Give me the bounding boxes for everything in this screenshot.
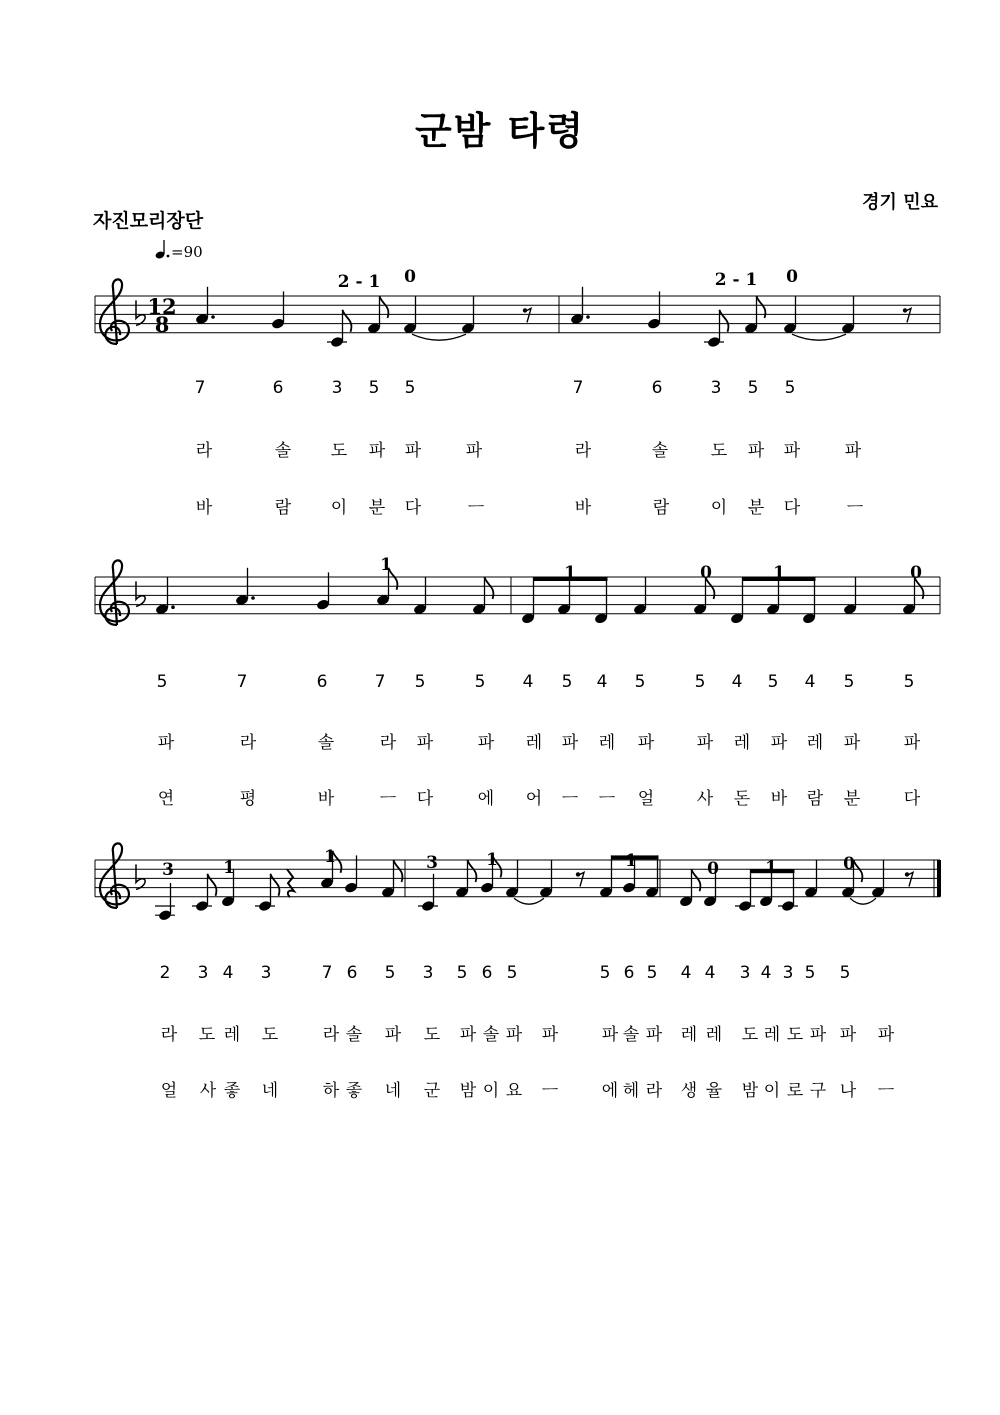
scale-number: 5 [156,672,168,692]
lyric-syllable: 다 [416,789,434,809]
eighth-rest [525,308,531,322]
lyric-syllable: 좋 [223,1081,241,1101]
scale-number: 5 [784,378,796,398]
lyric-syllable: 네 [384,1081,402,1101]
lyric-syllable: 좋 [345,1081,363,1101]
solfege-syllable: 파 [696,733,714,753]
scale-number: 7 [194,378,206,398]
scale-number: 5 [843,672,855,692]
lyric-syllable: 생 [680,1081,698,1101]
solfege-syllable: 파 [747,441,765,461]
solfege-syllable: 레 [733,733,751,753]
fingering-number: 1 [765,858,777,878]
scale-number: 3 [260,963,272,983]
scale-number: 4 [704,963,716,983]
note-flag [343,310,352,332]
scale-number: 6 [272,378,284,398]
scale-number: 5 [506,963,518,983]
lyric-syllable: 라 [645,1081,663,1101]
fingering-number: 3 [162,860,174,880]
note-dot [211,315,215,319]
lyric-syllable: 바 [574,498,592,518]
solfege-syllable: 파 [384,1025,402,1045]
lyric-syllable: ㅡ [561,789,579,809]
eighth-rest [578,872,584,886]
fingering-number: 0 [786,267,798,287]
scale-number: 7 [236,672,248,692]
solfege-syllable: 라 [322,1025,340,1045]
lyric-syllable: 헤 [622,1081,640,1101]
fingering-number: 0 [843,854,855,874]
time-signature-top: 12 [147,294,177,319]
lyric-syllable: 이 [710,498,728,518]
solfege-syllable: 도 [423,1025,441,1045]
scale-number: 4 [222,963,234,983]
solfege-syllable: 도 [330,441,348,461]
fingering-number: 2 - 1 [714,270,758,290]
key-flat-icon [136,864,145,889]
fingering-number: 0 [910,563,922,583]
note-flag [720,310,729,332]
note-flag [271,874,280,896]
scale-number: 7 [572,378,584,398]
solfege-syllable: 파 [844,441,862,461]
scale-number: 4 [596,672,608,692]
lyric-syllable: 바 [317,789,335,809]
lyric-syllable: 군 [423,1081,441,1101]
treble-clef-icon [100,560,129,625]
note-dot [171,605,175,609]
lyric-syllable: 람 [274,498,292,518]
composer-label: 경기 민요 [862,192,938,213]
lyric-syllable: 하 [322,1081,340,1101]
solfege-syllable: 도 [261,1025,279,1045]
quarter-rest [287,869,294,897]
scale-number: 5 [694,672,706,692]
fingering-number: 0 [404,267,416,287]
treble-clef-icon [100,279,129,344]
solfege-syllable: 도 [198,1025,216,1045]
lyric-syllable: 분 [368,498,386,518]
scale-number: 5 [767,672,779,692]
lyric-syllable: 얼 [637,789,655,809]
scale-number: 4 [804,672,816,692]
page-title: 군밤 타령 [414,109,586,153]
tie [792,334,846,340]
solfege-syllable: 파 [157,733,175,753]
lyric-syllable: 사 [696,789,714,809]
solfege-syllable: 파 [416,733,434,753]
lyric-syllable: 이 [763,1081,781,1101]
lyric-syllable: ㅡ [598,789,616,809]
scale-number: 5 [561,672,573,692]
solfege-syllable: 파 [839,1025,857,1045]
scale-number: 4 [760,963,772,983]
fingering-number: 0 [700,563,712,583]
rhythm-label: 자진모리장단 [93,210,204,232]
scale-number: 6 [316,672,328,692]
lyric-syllable: 람 [806,789,824,809]
lyric-syllable: 다 [903,789,921,809]
solfege-syllable: 레 [598,733,616,753]
lyric-syllable: ㅡ [846,498,864,518]
tie [850,898,876,904]
solfege-syllable: 솔 [482,1025,500,1045]
scale-number: 5 [839,963,851,983]
solfege-syllable: 파 [477,733,495,753]
fingering-number: 1 [223,858,235,878]
solfege-syllable: 파 [903,733,921,753]
scale-number: 3 [331,378,343,398]
tie [412,334,466,340]
solfege-syllable: 솔 [622,1025,640,1045]
scale-number: 5 [903,672,915,692]
solfege-syllable: 도 [786,1025,804,1045]
solfege-syllable: 도 [710,441,728,461]
solfege-syllable: 파 [637,733,655,753]
solfege-syllable: 파 [505,1025,523,1045]
solfege-syllable: 솔 [345,1025,363,1045]
scale-number: 5 [474,672,486,692]
solfege-syllable: 레 [525,733,543,753]
lyric-syllable: 나 [839,1081,857,1101]
solfege-syllable: 파 [770,733,788,753]
solfege-syllable: 파 [465,441,483,461]
lyric-syllable: 람 [652,498,670,518]
lyric-syllable: 밤 [459,1081,477,1101]
solfege-syllable: 파 [561,733,579,753]
note-flag [208,874,217,896]
solfege-syllable: 파 [459,1025,477,1045]
lyric-syllable: ㅡ [379,789,397,809]
lyric-syllable: 에 [601,1081,619,1101]
lyric-syllable: 어 [525,789,543,809]
solfege-syllable: 파 [783,441,801,461]
solfege-syllable: 라 [195,441,213,461]
scale-number: 6 [651,378,663,398]
lyric-syllable: 바 [195,498,213,518]
scale-number: 7 [321,963,333,983]
lyric-syllable: 분 [747,498,765,518]
scale-number: 5 [414,672,426,692]
lyric-syllable: 에 [477,789,495,809]
key-flat-icon [136,581,145,606]
fingering-number: 1 [324,847,336,867]
scale-number: 7 [374,672,386,692]
eighth-rest [907,872,913,886]
scale-number: 6 [623,963,635,983]
solfege-syllable: 도 [741,1025,759,1045]
scale-number: 4 [680,963,692,983]
scale-number: 3 [710,378,722,398]
fingering-number: 3 [426,853,438,873]
solfege-syllable: 레 [223,1025,241,1045]
lyric-syllable: 바 [770,789,788,809]
note-dot [251,596,255,600]
fingering-number: 0 [707,859,719,879]
tie [514,898,544,904]
fingering-number: 1 [625,851,637,871]
solfege-syllable: 라 [574,441,592,461]
scale-number: 5 [404,378,416,398]
solfege-syllable: 솔 [317,733,335,753]
tempo-value: =90 [171,243,203,261]
scale-number: 5 [634,672,646,692]
scale-number: 5 [599,963,611,983]
lyric-syllable: 밤 [741,1081,759,1101]
solfege-syllable: 파 [601,1025,619,1045]
lyric-syllable: 이 [482,1081,500,1101]
solfege-syllable: 라 [239,733,257,753]
fingering-number: 1 [486,850,498,870]
scale-number: 2 [159,963,171,983]
treble-clef-icon [100,843,129,908]
lyric-syllable: 돈 [733,789,751,809]
lyric-syllable: ㅡ [541,1081,559,1101]
solfege-syllable: 파 [645,1025,663,1045]
lyric-syllable: 구 [809,1081,827,1101]
solfege-syllable: 레 [806,733,824,753]
scale-number: 4 [522,672,534,692]
scale-number: 3 [739,963,751,983]
eighth-rest [905,308,911,322]
scale-number: 5 [368,378,380,398]
scale-number: 3 [782,963,794,983]
lyric-syllable: ㅡ [877,1081,895,1101]
scale-number: 5 [804,963,816,983]
lyric-syllable: 요 [505,1081,523,1101]
lyric-syllable: 네 [261,1081,279,1101]
lyric-syllable: 로 [786,1081,804,1101]
note-dot [586,315,590,319]
lyric-syllable: 연 [157,789,175,809]
scale-number: 5 [747,378,759,398]
lyric-syllable: ㅡ [467,498,485,518]
fingering-number: 1 [380,555,392,575]
solfege-syllable: 파 [809,1025,827,1045]
lyric-syllable: 이 [330,498,348,518]
time-signature-bottom: 8 [154,312,170,337]
solfege-syllable: 라 [160,1025,178,1045]
solfege-syllable: 레 [680,1025,698,1045]
lyric-syllable: 분 [843,789,861,809]
fingering-number: 2 - 1 [337,272,381,292]
solfege-syllable: 레 [763,1025,781,1045]
scale-number: 6 [481,963,493,983]
lyric-syllable: 얼 [160,1081,178,1101]
solfege-syllable: 파 [877,1025,895,1045]
solfege-syllable: 파 [404,441,422,461]
lyric-syllable: 다 [783,498,801,518]
scale-number: 5 [384,963,396,983]
key-flat-icon [136,300,145,325]
lyric-syllable: 사 [199,1081,217,1101]
solfege-syllable: 파 [541,1025,559,1045]
lyric-syllable: 율 [705,1081,723,1101]
scale-number: 3 [422,963,434,983]
fingering-number: 1 [564,563,576,583]
scale-number: 6 [346,963,358,983]
solfege-syllable: 파 [368,441,386,461]
scale-number: 5 [456,963,468,983]
lyric-syllable: 평 [239,789,257,809]
solfege-syllable: 레 [705,1025,723,1045]
scale-number: 5 [646,963,658,983]
solfege-syllable: 파 [843,733,861,753]
solfege-syllable: 솔 [274,441,292,461]
fingering-number: 1 [773,563,785,583]
scale-number: 4 [731,672,743,692]
solfege-syllable: 솔 [651,441,669,461]
solfege-syllable: 라 [379,733,397,753]
lyric-syllable: 다 [404,498,422,518]
scale-number: 3 [197,963,209,983]
